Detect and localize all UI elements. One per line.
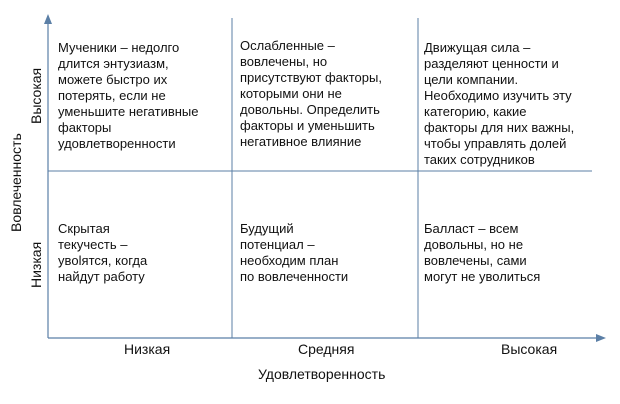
x-tick-high: Высокая xyxy=(501,341,558,357)
cell-low-engagement-high-satisfaction: Балласт – всем довольны, но не вовлечены, сами могут не уволиться xyxy=(424,221,541,284)
y-tick-high: Высокая xyxy=(28,67,44,124)
y-tick-low: Низкая xyxy=(28,241,44,288)
x-tick-medium: Средняя xyxy=(298,341,355,357)
cell-high-engagement-high-satisfaction: Движущая сила – разделяют ценности и цели компании. Необходимо изучить эту категорию, какие факторы для них важны, чтобы управлять долей таких сотрудников xyxy=(424,40,575,167)
x-axis-title: Удовлетворенность xyxy=(258,366,386,382)
cell-low-engagement-low-satisfaction: Скрытая текучесть – увolятся, когда найдут работу xyxy=(58,221,148,284)
cell-high-engagement-medium-satisfaction: Ослабленные – вовлечены, но присутствуют факторы, которыми они не довольны. Определить факторы и уменьшить негативное влияние xyxy=(240,38,382,149)
cell-high-engagement-low-satisfaction: Мученики – недолго длится энтузиазм, можете быстро их потерять, если не уменьшите негативные факторы удовлетворенности xyxy=(58,40,199,151)
y-axis-arrowhead xyxy=(44,14,52,24)
y-axis-title: Вовлеченность xyxy=(8,133,24,232)
x-tick-low: Низкая xyxy=(124,341,171,357)
x-axis-arrowhead xyxy=(596,334,606,342)
cell-low-engagement-medium-satisfaction: Будущий потенциал – необходим план по вовлеченности xyxy=(240,221,349,284)
